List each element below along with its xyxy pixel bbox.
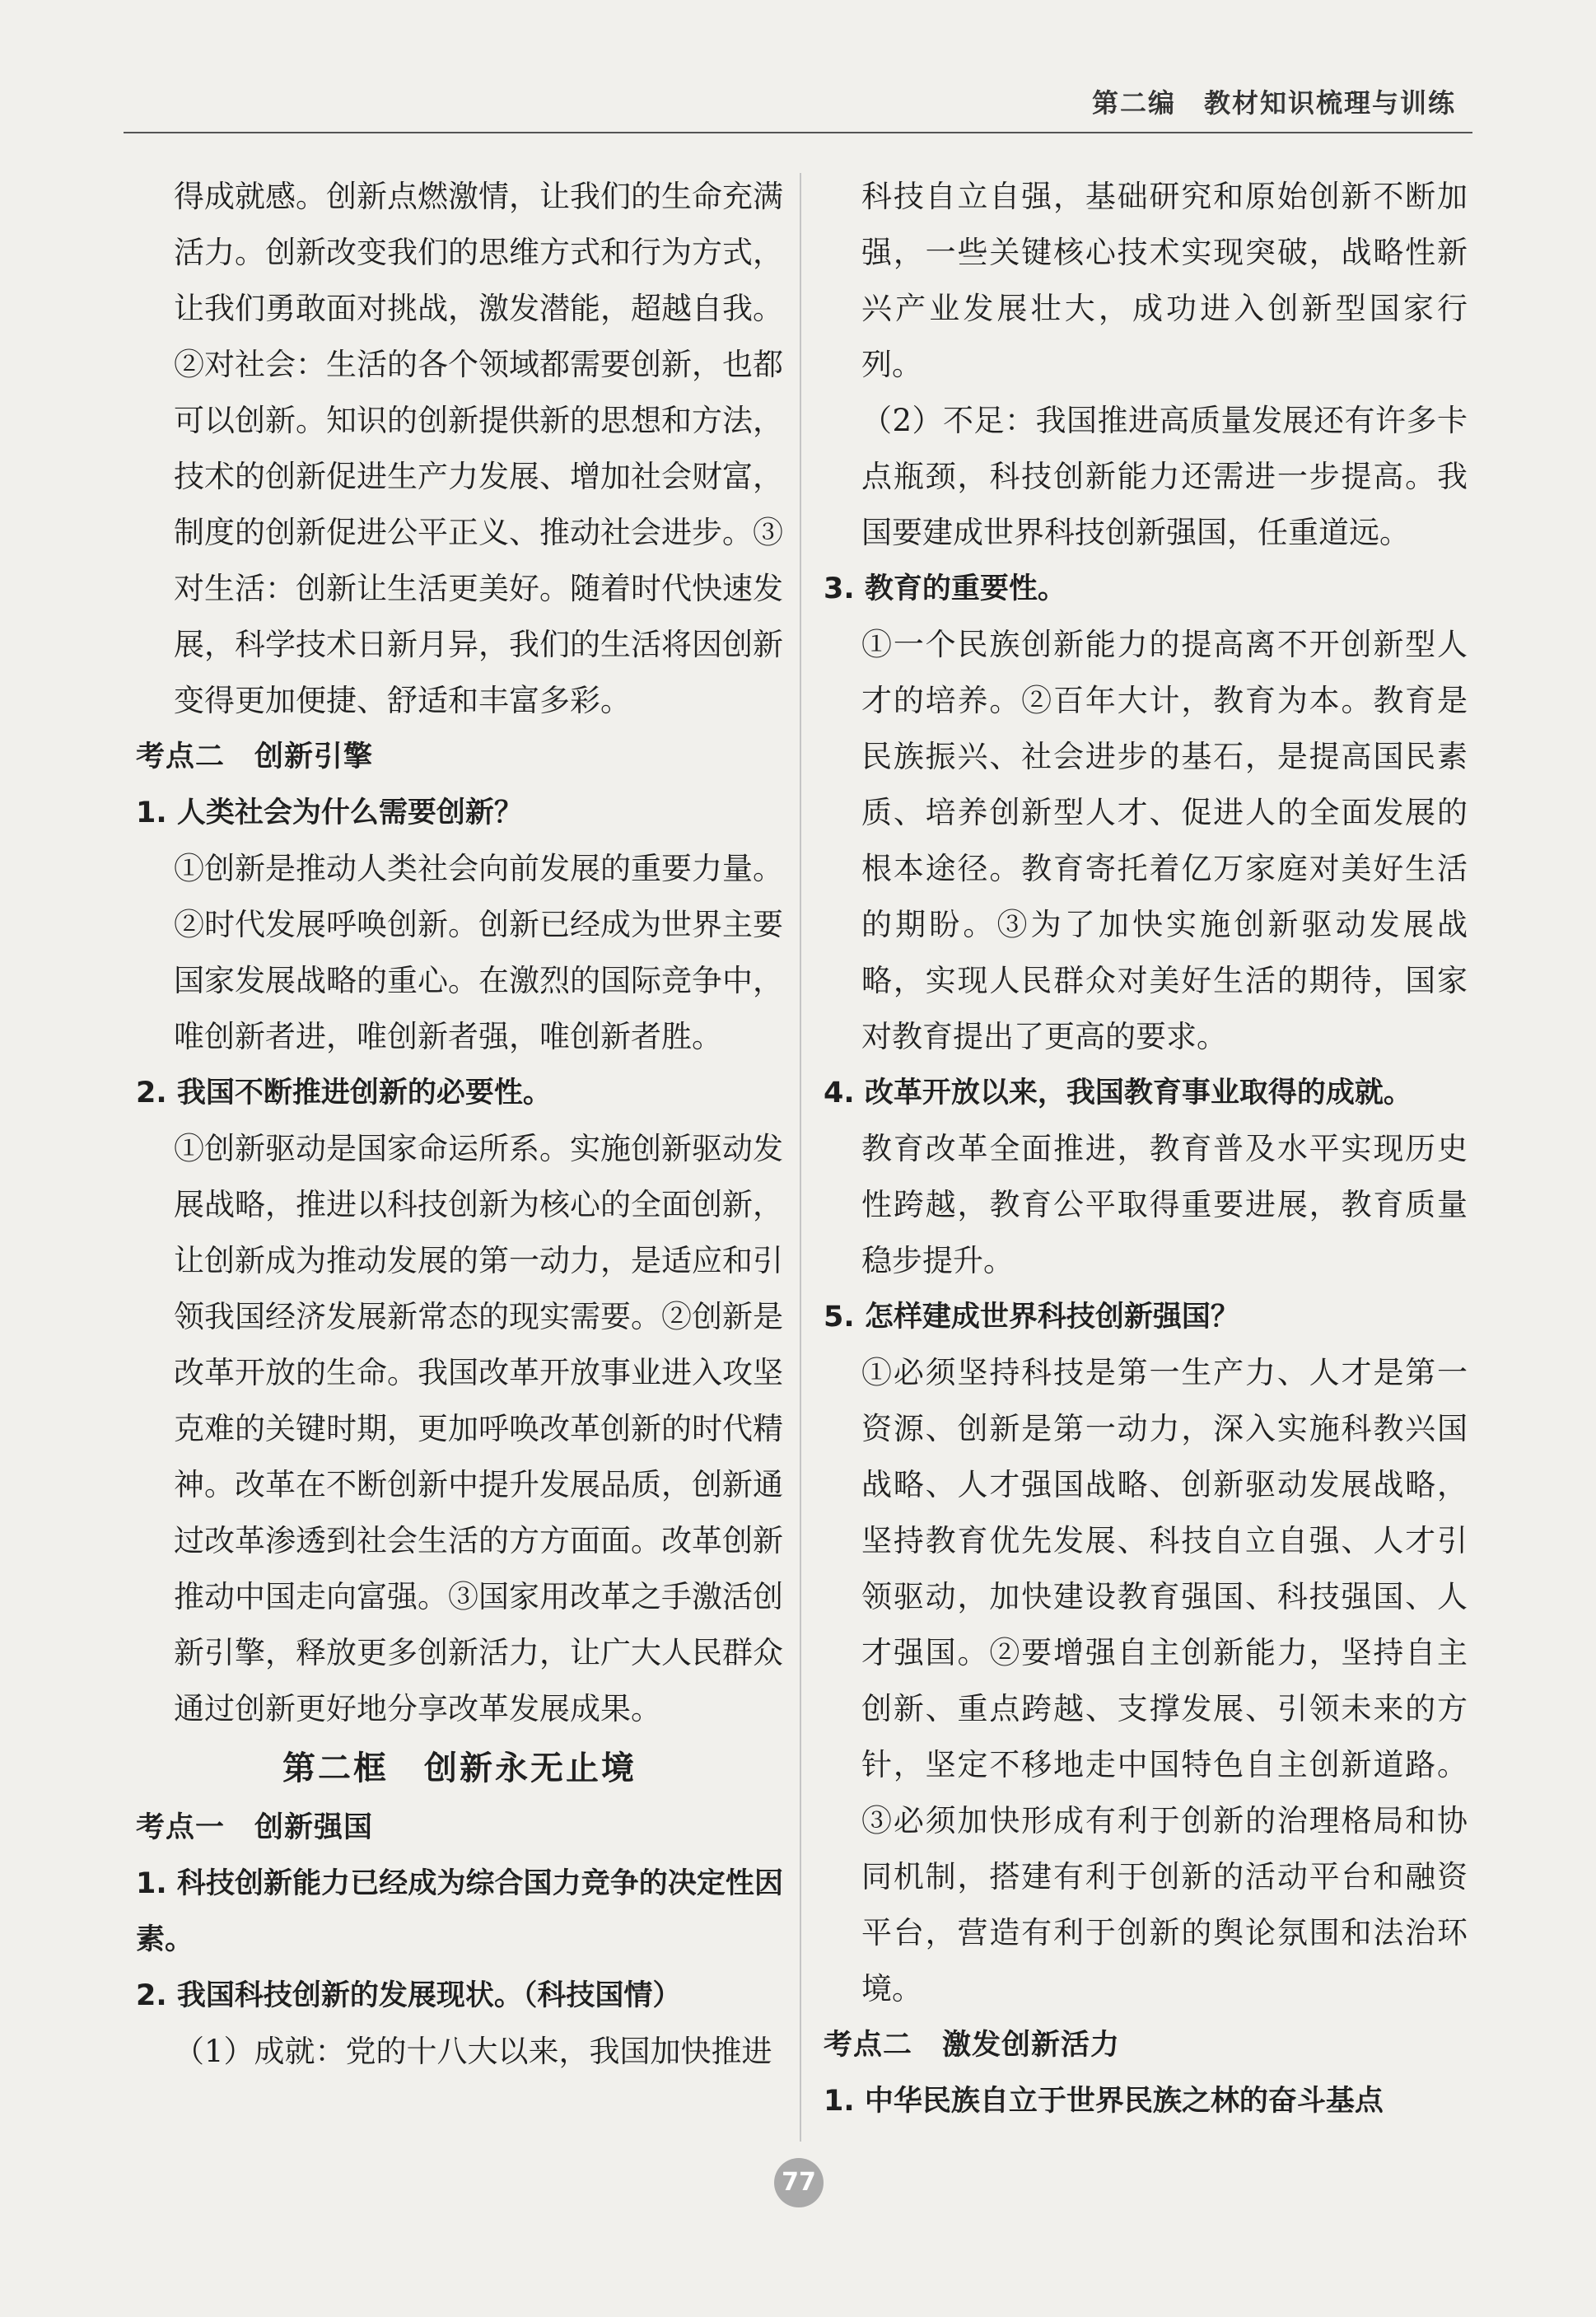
question-5: 3. 教育的重要性。	[824, 572, 1066, 605]
page-number: 77	[774, 2158, 824, 2207]
kaodian-2-title: 考点二 创新引擎	[136, 740, 374, 773]
continued-paragraph-2: 科技自立自强，基础研究和原始创新不断加强，一些关键核心技术实现突破，战略性新兴产业发展壮大，成功进入创新型国家行列。	[861, 179, 1468, 382]
running-head: 第二编 教材知识梳理与训练	[1091, 87, 1456, 119]
question-8: 1. 中华民族自立于世界民族之林的奋斗基点	[824, 2085, 1384, 2118]
answer-6: 教育改革全面推进，教育普及水平实现历史性跨越，教育公平取得重要进展，教育质量稳步提升。	[861, 1131, 1468, 1278]
kaodian-2b-title: 考点二 激发创新活力	[824, 2029, 1121, 2062]
question-3: 1. 科技创新能力已经成为综合国力竞争的决定性因素。	[136, 1867, 783, 1956]
question-6: 4. 改革开放以来，我国教育事业取得的成就。	[824, 1077, 1412, 1109]
right-column	[824, 169, 1468, 2129]
continued-paragraph: 得成就感。创新点燃激情，让我们的生命充满活力。创新改变我们的思维方式和行为方式，让我们勇敢面对挑战，激发潜能，超越自我。②对社会：生活的各个领域都需要创新，也都可以创新。知识的创新提供新的思想和方法，技术的创新促进生产力发展、增加社会财富，制度的创新促进公平正义、推动社会进步。③对生活：创新让生活更美好。随着时代快速发展，科学技术日新月异，我们的生活将因创新变得更加便捷、舒适和丰富多彩。	[174, 179, 783, 718]
answer-1: ①创新是推动人类社会向前发展的重要力量。②时代发展呼唤创新。创新已经成为世界主要国家发展战略的重心。在激烈的国际竞争中，唯创新者进，唯创新者强，唯创新者胜。	[174, 851, 783, 1054]
answer-5: ①一个民族创新能力的提高离不开创新型人才的培养。②百年大计，教育为本。教育是民族振兴、社会进步的基石，是提高国民素质、培养创新型人才、促进人的全面发展的根本途径。教育寄托着亿万家庭对美好生活的期盼。③为了加快实施创新驱动发展战略，实现人民群众对美好生活的期待，国家对教育提出了更高的要求。	[861, 627, 1468, 1054]
shortfall-paragraph: （2）不足：我国推进高质量发展还有许多卡点瓶颈，科技创新能力还需进一步提高。我国要建成世界科技创新强国，任重道远。	[861, 403, 1468, 550]
frame-title: 第二框 创新永无止境	[282, 1749, 637, 1787]
question-2: 2. 我国不断推进创新的必要性。	[136, 1077, 552, 1109]
answer-7: ①必须坚持科技是第一生产力、人才是第一资源、创新是第一动力，深入实施科教兴国战略、人才强国战略、创新驱动发展战略，坚持教育优先发展、科技自立自强、人才引领驱动，加快建设教育强国、科技强国、人才强国。②要增强自主创新能力，坚持自主创新、重点跨越、支撑发展、引领未来的方针，坚定不移地走中国特色自主创新道路。③必须加快形成有利于创新的治理格局和协同机制，搭建有利于创新的活动平台和融资平台，营造有利于创新的舆论氛围和法治环境。	[861, 1355, 1468, 2006]
question-1: 1. 人类社会为什么需要创新？	[136, 796, 523, 829]
column-divider	[800, 173, 801, 2142]
answer-2: ①创新驱动是国家命运所系。实施创新驱动发展战略，推进以科技创新为核心的全面创新，让创新成为推动发展的第一动力，是适应和引领我国经济发展新常态的现实需要。②创新是改革开放的生命。我国改革开放事业进入攻坚克难的关键时期，更加呼唤改革创新的时代精神。改革在不断创新中提升发展品质，创新通过改革渗透到社会生活的方方面面。改革创新推动中国走向富强。③国家用改革之手激活创新引擎，释放更多创新活力，让广大人民群众通过创新更好地分享改革发展成果。	[174, 1131, 783, 1726]
question-7: 5. 怎样建成世界科技创新强国？	[824, 1301, 1239, 1334]
kaodian-1-title: 考点一 创新强国	[136, 1811, 374, 1844]
answer-4: （1）成就：党的十八大以来，我国加快推进	[174, 2034, 772, 2069]
question-4: 2. 我国科技创新的发展现状。（科技国情）	[136, 1979, 682, 2012]
left-column	[136, 169, 783, 2080]
header-rule	[124, 132, 1472, 133]
